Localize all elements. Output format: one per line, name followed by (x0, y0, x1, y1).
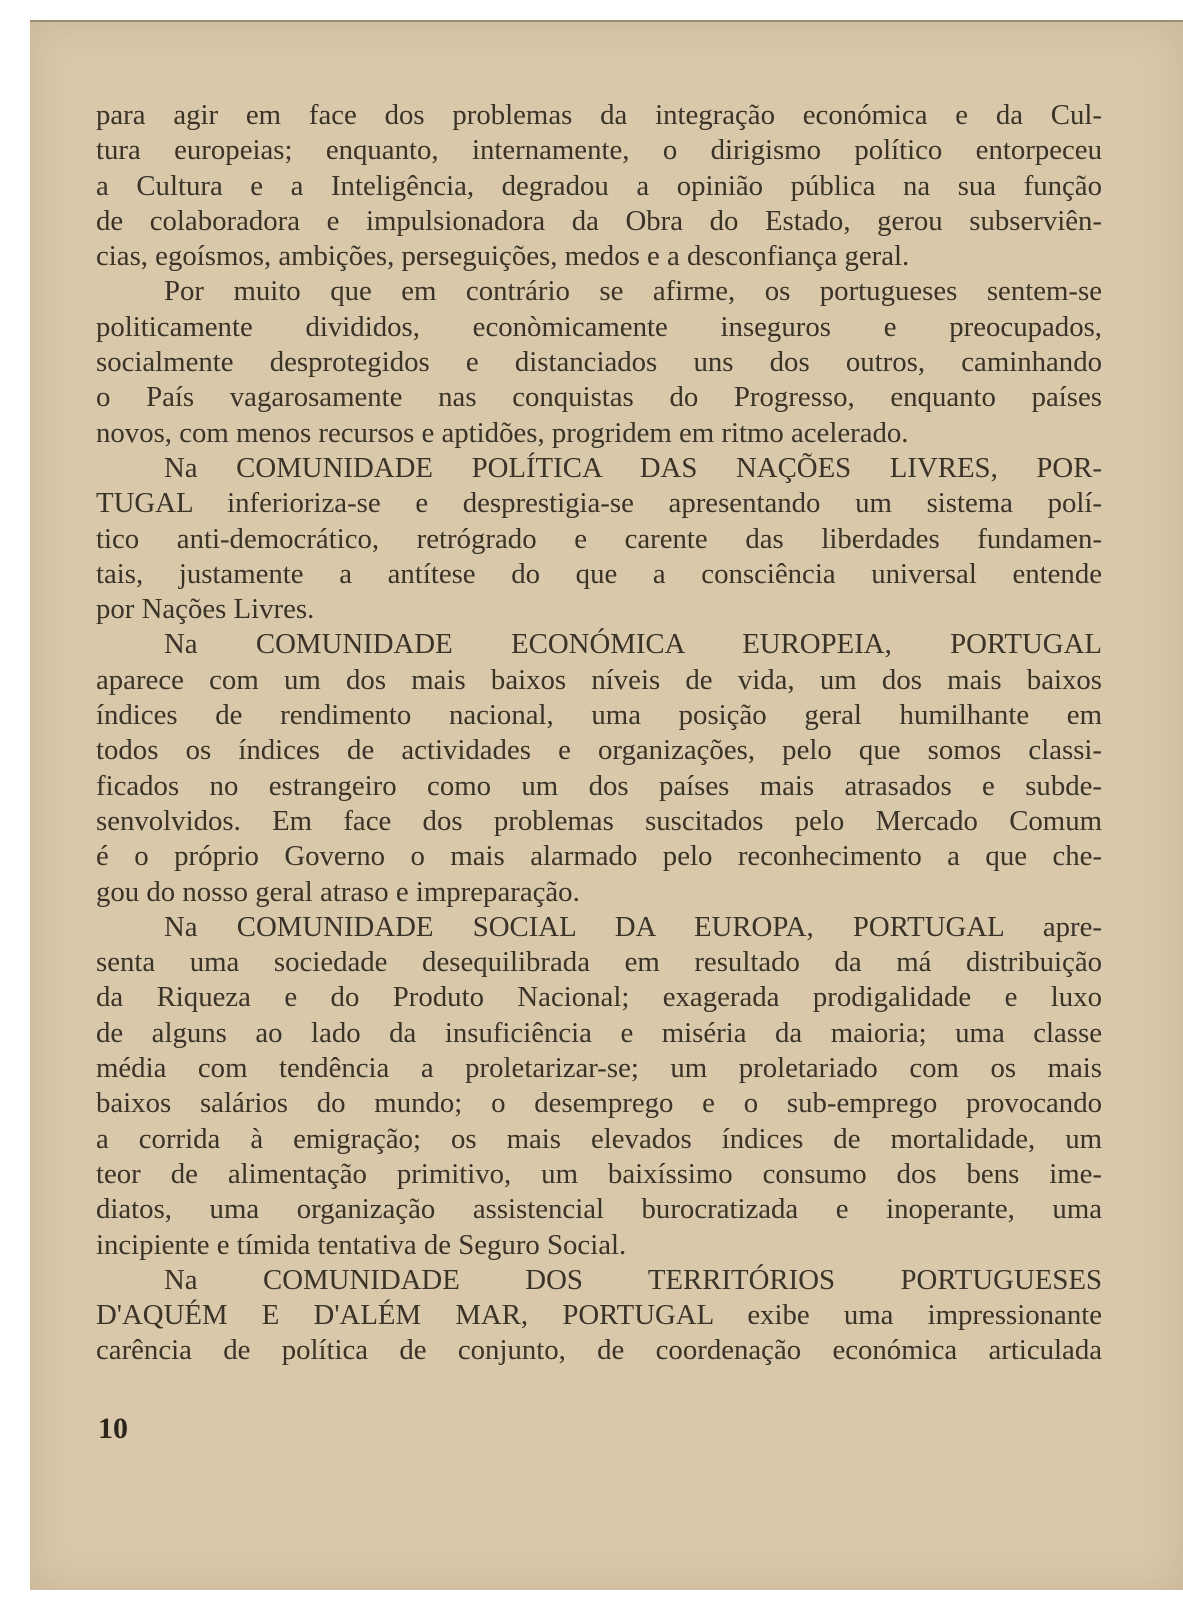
text-line: TUGAL inferioriza-se e desprestigia-se apresentando um sistema polí- (96, 487, 1102, 520)
text-line: senvolvidos. Em face dos problemas suscitados pelo Mercado Comum (96, 804, 1102, 837)
text-line: Na COMUNIDADE ECONÓMICA EUROPEIA, PORTUGAL (164, 628, 1102, 661)
text-line: da Riqueza e do Produto Nacional; exagerada prodigalidade e luxo (96, 981, 1102, 1014)
body-text (96, 98, 1102, 1369)
text-line: média com tendência a proletarizar-se; um proletariado com os mais (96, 1052, 1102, 1085)
text-line: diatos, uma organização assistencial burocratizada e inoperante, uma (96, 1193, 1102, 1226)
text-line: cias, egoísmos, ambições, perseguições, medos e a desconfiança geral. (96, 240, 910, 273)
text-line: de colaboradora e impulsionadora da Obra do Estado, gerou subserviên- (96, 204, 1102, 237)
text-line: índices de rendimento nacional, uma posição geral humilhante em (96, 699, 1102, 732)
text-line: é o próprio Governo o mais alarmado pelo reconhecimento a que che- (96, 840, 1102, 873)
text-line: aparece com um dos mais baixos níveis de vida, um dos mais baixos (96, 663, 1102, 696)
text-line: Na COMUNIDADE DOS TERRITÓRIOS PORTUGUESES (164, 1263, 1102, 1296)
text-line: Na COMUNIDADE POLÍTICA DAS NAÇÕES LIVRES, POR- (164, 451, 1102, 484)
text-line: todos os índices de actividades e organizações, pelo que somos classi- (96, 734, 1102, 767)
document-page (30, 20, 1183, 1590)
text-line: para agir em face dos problemas da integração económica e da Cul- (96, 99, 1102, 131)
text-line: baixos salários do mundo; o desemprego e o sub-emprego provocando (96, 1087, 1102, 1120)
text-line: teor de alimentação primitivo, um baixíssimo consumo dos bens ime- (96, 1157, 1102, 1190)
text-line: senta uma sociedade desequilibrada em resultado da má distribuição (96, 946, 1102, 979)
text-line: carência de política de conjunto, de coordenação económica articulada (96, 1334, 1102, 1367)
text-line: novos, com menos recursos e aptidões, progridem em ritmo acelerado. (96, 416, 909, 449)
text-line: tico anti-democrático, retrógrado e carente das liberdades fundamen- (96, 522, 1102, 555)
text-line: Por muito que em contrário se afirme, os portugueses sentem-se (164, 275, 1102, 308)
text-line: a Cultura e a Inteligência, degradou a opinião pública na sua função (96, 169, 1102, 202)
text-line: a corrida à emigração; os mais elevados índices de mortalidade, um (96, 1122, 1102, 1155)
text-line: socialmente desprotegidos e distanciados uns dos outros, caminhando (96, 346, 1102, 379)
text-line: ficados no estrangeiro como um dos países mais atrasados e subde- (96, 769, 1102, 802)
text-line: o País vagarosamente nas conquistas do Progresso, enquanto países (96, 381, 1102, 414)
text-line: Na COMUNIDADE SOCIAL DA EUROPA, PORTUGAL apre- (164, 910, 1102, 943)
text-line: tais, justamente a antítese do que a consciência universal entende (96, 557, 1102, 590)
text-line: incipiente e tímida tentativa de Seguro Social. (96, 1228, 627, 1261)
text-line: politicamente divididos, econòmicamente inseguros e preocupados, (96, 310, 1102, 343)
text-line: D'AQUÉM E D'ALÉM MAR, PORTUGAL exibe uma impressionante (96, 1299, 1102, 1332)
page-number: 10 (98, 1412, 128, 1445)
text-line: de alguns ao lado da insuficiência e miséria da maioria; uma classe (96, 1016, 1102, 1049)
text-line: tura europeias; enquanto, internamente, o dirigismo político entorpeceu (96, 134, 1102, 167)
text-line: gou do nosso geral atraso e impreparação. (96, 875, 580, 908)
text-line: por Nações Livres. (96, 593, 315, 626)
page-top-edge (30, 20, 1183, 22)
